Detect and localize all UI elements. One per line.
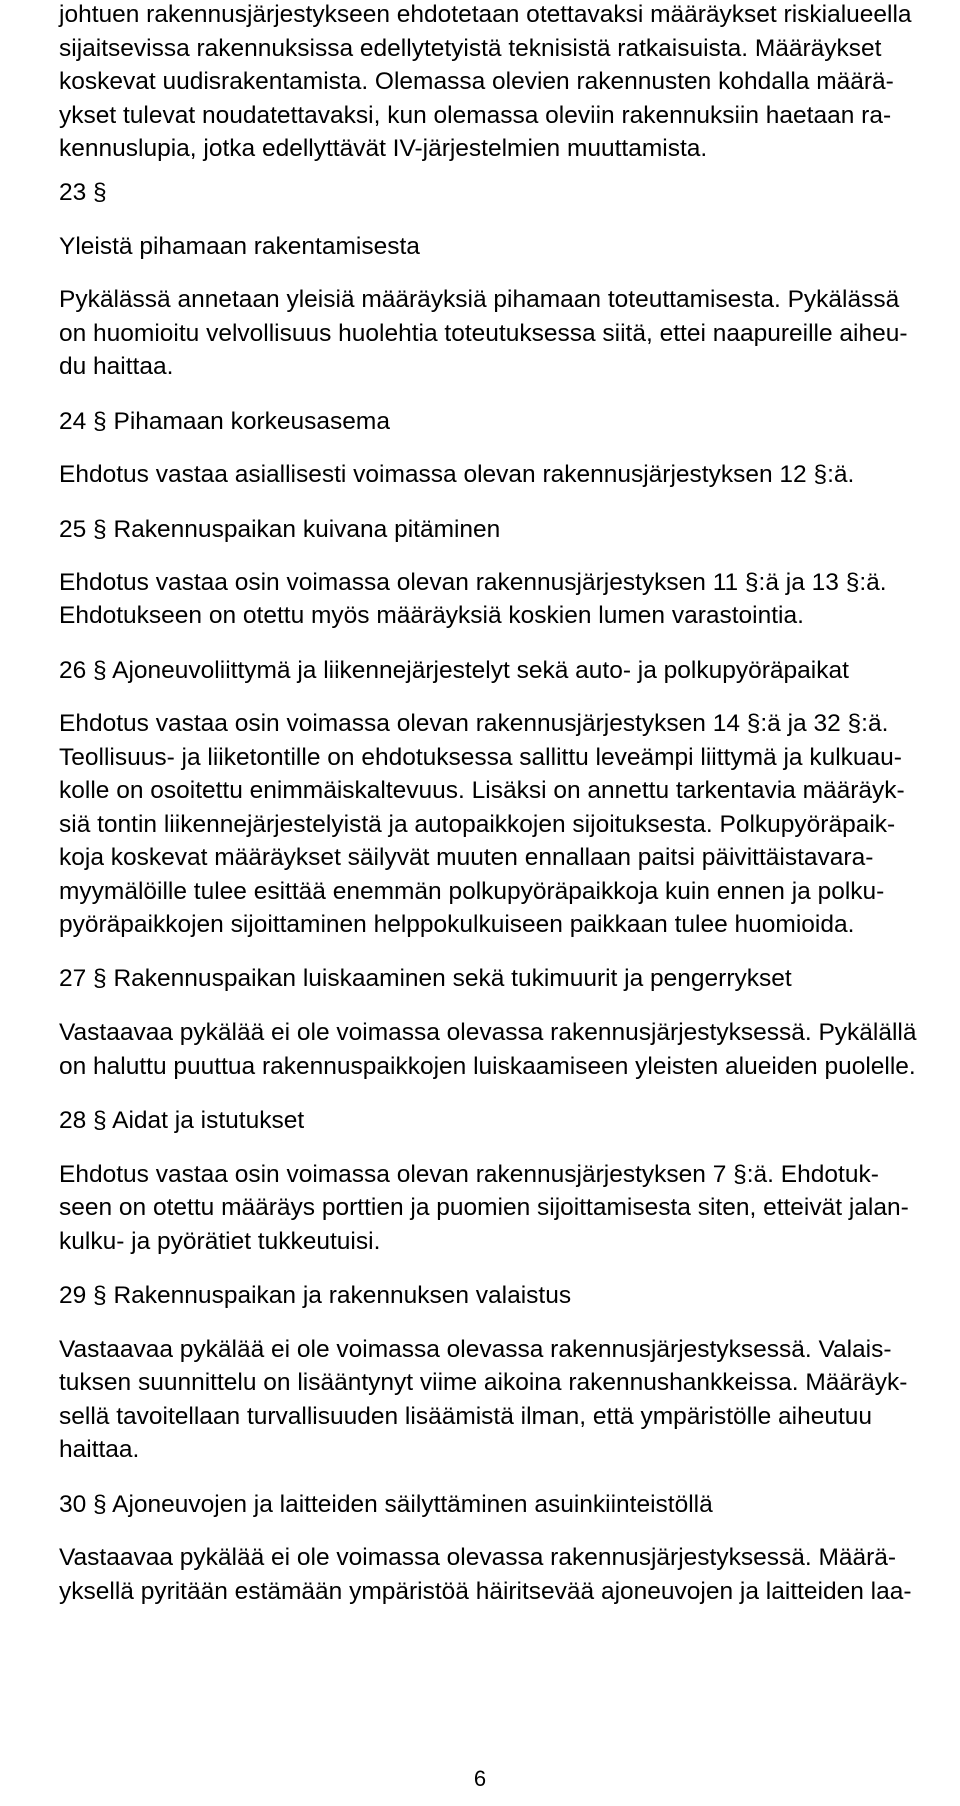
body-text-line: kulku- ja pyörätiet tukkeutuisi. (59, 1228, 381, 1255)
body-text-line: tuksen suunnittelu on lisääntynyt viime aikoina rakennushankkeissa. Määräyk- (59, 1369, 908, 1396)
section-heading: 30 § Ajoneuvojen ja laitteiden säilyttäminen asuinkiinteistöllä (59, 1491, 713, 1518)
body-text-line: ykset tulevat noudatettavaksi, kun olemassa oleviin rakennuksiin haetaan ra- (59, 102, 892, 129)
body-text-line: haittaa. (59, 1436, 140, 1463)
body-text-line: Ehdotus vastaa osin voimassa olevan rakennusjärjestyksen 14 §:ä ja 32 §:ä. (59, 710, 889, 737)
page-number: 6 (473, 1766, 487, 1791)
section-heading: 26 § Ajoneuvoliittymä ja liikennejärjestelyt sekä auto- ja polkupyöräpaikat (59, 657, 849, 684)
body-text-line: yksellä pyritään estämään ympäristöä häiritsevää ajoneuvojen ja laitteiden laa- (59, 1578, 912, 1605)
body-text-line: Vastaavaa pykälää ei ole voimassa olevassa rakennusjärjestyksessä. Määrä- (59, 1544, 897, 1571)
body-text-line: seen on otettu määräys porttien ja puomien sijoittamisesta siten, etteivät jalan- (59, 1194, 909, 1221)
body-text-line: Ehdotus vastaa osin voimassa olevan rakennusjärjestyksen 11 §:ä ja 13 §:ä. (59, 569, 887, 596)
body-text-line: Ehdotus vastaa asiallisesti voimassa olevan rakennusjärjestyksen 12 §:ä. (59, 461, 855, 488)
section-heading: 25 § Rakennuspaikan kuivana pitäminen (59, 516, 501, 543)
section-heading: 24 § Pihamaan korkeusasema (59, 408, 390, 435)
body-text-line: kennuslupia, jotka edellyttävät IV-järjestelmien muuttamista. (59, 135, 708, 162)
body-text-line: Teollisuus- ja liiketontille on ehdotuksessa sallittu leveämpi liittymä ja kulkuau- (59, 744, 902, 771)
body-text-line: Vastaavaa pykälää ei ole voimassa olevassa rakennusjärjestyksessä. Pykälällä (59, 1019, 917, 1046)
body-text-line: sellä tavoitellaan turvallisuuden lisäämistä ilman, että ympäristölle aiheutuu (59, 1403, 873, 1430)
body-text-line: siä tontin liikennejärjestelyistä ja autopaikkojen sijoituksesta. Polkupyöräpaik- (59, 811, 896, 838)
body-text-line: koskevat uudisrakentamista. Olemassa olevien rakennusten kohdalla määrä- (59, 68, 894, 95)
body-text-line: on haluttu puuttua rakennuspaikkojen luiskaamiseen yleisten alueiden puolelle. (59, 1053, 916, 1080)
body-text-line: Ehdotukseen on otettu myös määräyksiä koskien lumen varastointia. (59, 602, 804, 629)
section-heading: 27 § Rakennuspaikan luiskaaminen sekä tukimuurit ja pengerrykset (59, 965, 792, 992)
section-heading: 29 § Rakennuspaikan ja rakennuksen valaistus (59, 1282, 572, 1309)
body-text-line: on huomioitu velvollisuus huolehtia toteutuksessa siitä, ettei naapureille aiheu- (59, 320, 908, 347)
section-heading: Yleistä pihamaan rakentamisesta (59, 233, 420, 260)
body-text-line: johtuen rakennusjärjestykseen ehdotetaan otettavaksi määräykset riskialueella (59, 1, 912, 28)
body-text-line: pyöräpaikkojen sijoittaminen helppokulkuiseen paikkaan tulee huomioida. (59, 911, 855, 938)
body-text-line: Ehdotus vastaa osin voimassa olevan rakennusjärjestyksen 7 §:ä. Ehdotuk- (59, 1161, 879, 1188)
body-text-line: kolle on osoitettu enimmäiskaltevuus. Lisäksi on annettu tarkentavia määräyk- (59, 777, 905, 804)
body-text-line: sijaitsevissa rakennuksissa edellytetyistä teknisistä ratkaisuista. Määräykset (59, 35, 882, 62)
body-text-line: Pykälässä annetaan yleisiä määräyksiä pihamaan toteuttamisesta. Pykälässä (59, 286, 900, 313)
body-text-line: myymälöille tulee esittää enemmän polkupyöräpaikkoja kuin ennen ja polku- (59, 878, 885, 905)
section-number: 23 § (59, 179, 107, 206)
body-text-line: koja koskevat määräykset säilyvät muuten ennallaan paitsi päivittäistavara- (59, 844, 874, 871)
section-heading: 28 § Aidat ja istutukset (59, 1107, 305, 1134)
body-text-line: du haittaa. (59, 353, 174, 380)
body-text-line: Vastaavaa pykälää ei ole voimassa olevassa rakennusjärjestyksessä. Valais- (59, 1336, 892, 1363)
